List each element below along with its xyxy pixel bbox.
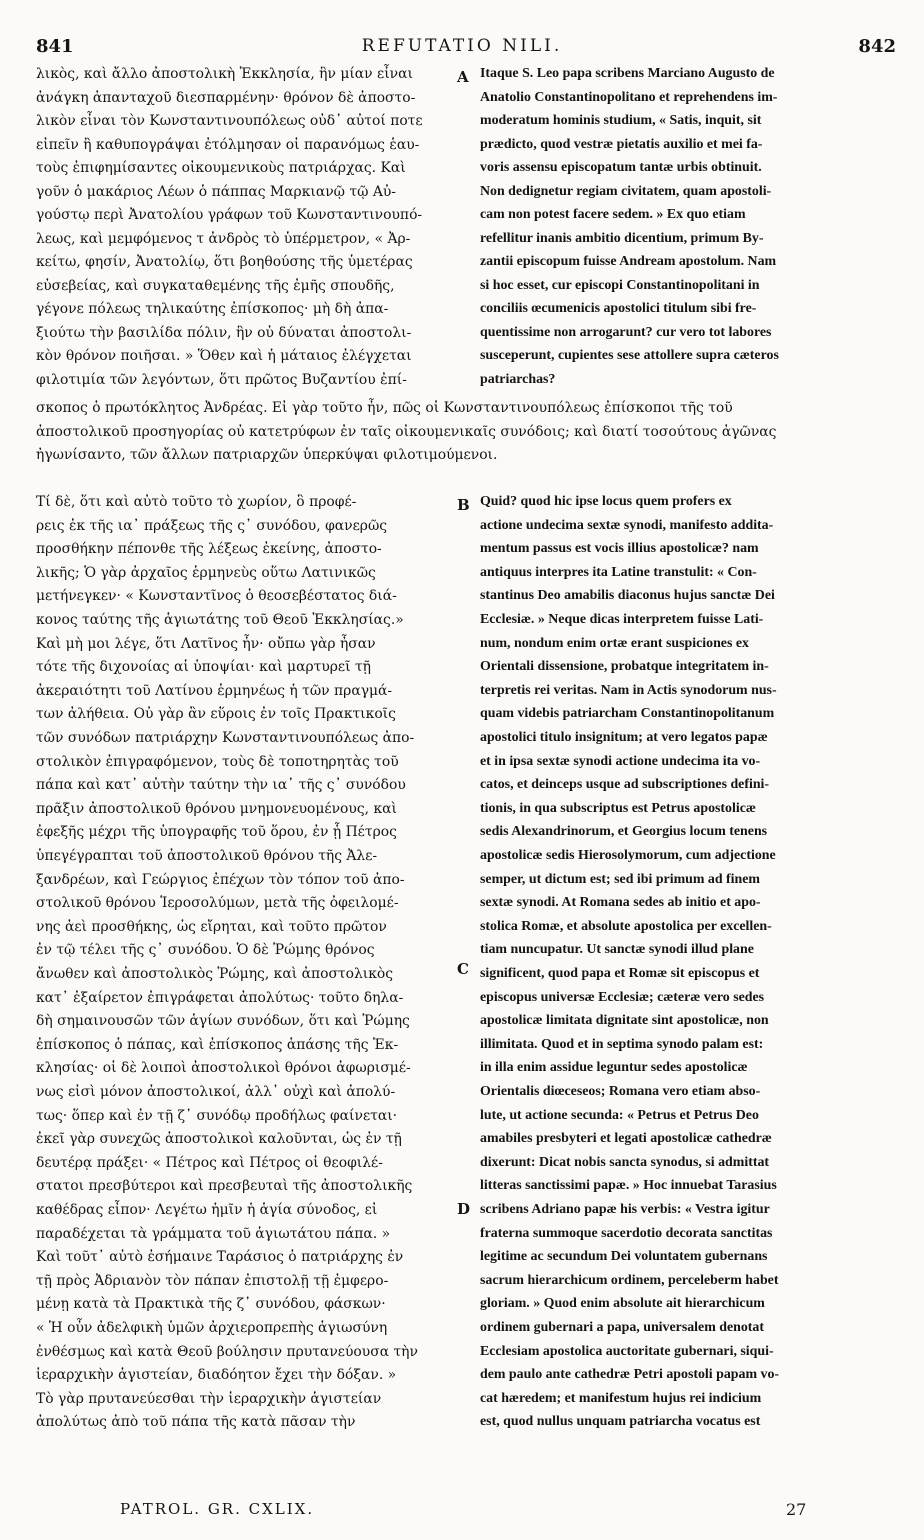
text-line: susceperunt, cupientes sese attollere supra cæteros [480,348,779,363]
text-line: zantii episcopum fuisse Andream apostolum. Nam [480,254,777,269]
text-line: των ἀλήθεια. Οὐ γὰρ ἂν εὕροις ἐν τοῖς Πρακτικοῖς [36,706,396,723]
text-line: catos, et deinceps usque ad subscriptiones defini- [480,777,770,793]
text-line: νης ἀεὶ προσθήκης, ὡς εἴρηται, καὶ τοῦτο πρῶτον [36,918,387,935]
text-line: mentum passus est vocis illius apostolicæ? nam [480,541,759,557]
text-line: Orientalis diœceseos; Romana vero etiam abso- [480,1084,761,1099]
text-line: κὸν θρόνον ποιῆσαι. » Ὅθεν καὶ ἡ μάταιος ἐλέγχεται [36,348,412,364]
text-line: Anatolio Constantinopolitano et reprehendens im- [480,89,778,105]
text-line: φιλοτιμία τῶν λεγόντων, ὅτι πρῶτος Βυζαντίου ἐπί- [36,371,407,388]
text-line: λικὸν εἶναι τὸν Κωνσταντινουπόλεως οὐδ᾽ αὐτοί ποτε [36,113,423,129]
text-line: ξανδρέων, καὶ Γεώργιος ἐπέχων τὸν τόπον τοῦ ἀπο- [36,871,405,888]
text-line: Quid? quod hic ipse locus quem profers ex [480,494,732,509]
text-line: σκοπος ὁ πρωτόκλητος Ἀνδρέας. Εἰ γὰρ τοῦτο ἦν, πῶς οἱ Κωνσταντινουπόλεως ἐπίσκοποι τῆς τοῦ [36,400,733,416]
text-line: Τί δὲ, ὅτι καὶ αὐτὸ τοῦτο τὸ χωρίον, ὃ προφέ- [36,494,357,510]
text-line: τῶν συνόδων πατριάρχην Κωνσταντινουπόλεως ἀπο- [36,730,415,746]
text-line: apostolicæ sedis Hierosolymorum, cum adjectione [480,848,776,863]
text-line: λικῆς; Ὁ γὰρ ἀρχαῖος ἑρμηνεὺς οὕτω Λατινικῶς [36,564,376,581]
text-line: num, nondum enim ortæ erant suspiciones ex [480,635,749,651]
text-line: conciliis œcumenicis apostolici titulum sibi fre- [480,301,757,316]
text-line: si hoc esset, cur episcopi Constantinopolitani in [480,277,760,293]
text-line: ἐν τῷ τέλει τῆς ς᾽ συνόδου. Ὁ δὲ Ῥώμης θρόνος [36,942,375,959]
text-line: ἀκεραιότητι τοῦ Λατίνου ἑρμηνέως ἡ τῶν πραγμά- [36,682,393,699]
text-line: ἀνάγκη ἁπανταχοῦ διεσπαρμένην· θρόνον δὲ ἀποστο- [36,89,416,106]
text-line: Τὸ γὰρ πρυτανεύεσθαι τὴν ἱεραρχικὴν ἁγιστείαν [36,1390,382,1407]
section-mark-d: D [457,1200,471,1218]
text-line: cam non potest facere sedem. » Ex quo etiam [480,207,746,222]
text-line: στολικὸν ἐπιγραφόμενον, τοὺς δὲ τοποτηρητὰς τοῦ [36,753,399,770]
text-line: lute, ut actione secunda: « Petrus et Petrus Deo [480,1107,759,1123]
text-line: κατ᾽ ἐξαίρετον ἐπιγράφεται ἀπολύτως· τοῦτο δηλα- [36,989,404,1006]
text-line: ἀποστολικοῦ προσηγορίας οὐ κατετρύφων ἐν ταῖς οἰκουμενικαῖς συνόδοις; καὶ διατί τοσούτους ἀγῶνας [36,423,777,440]
text-line: actione undecima sextæ synodi, manifesto addita- [480,517,774,533]
text-line: λικὸς, καὶ ἄλλο ἀποστολικὴ Ἐκκλησία, ἣν μίαν εἶναι [36,66,413,82]
text-line: sextæ synodi. At Romana sedes ab initio et apo- [480,895,761,911]
text-line: est, quod nullus unquam patriarcha vocatus est [480,1414,761,1430]
text-line: apostolici titulo insignitum; at vero legatos papæ [480,730,768,745]
text-line: εὐσεβείας, καὶ συγκαταθεμένης τῆς ἐμῆς σπουδῆς, [36,277,395,294]
text-line: ρεις ἐκ τῆς ια᾽ πράξεως τῆς ς᾽ συνόδου, φανερῶς [36,517,388,534]
text-line: γούστῳ περὶ Ἀνατολίου γράφων τοῦ Κωνσταντινουπό- [36,207,423,223]
right-page-number: 842 [858,36,896,57]
text-line: προσθήκην πέπονθε τῆς λέξεως ἐκείνης, ἀποστο- [36,541,382,558]
text-line: ἐπίσκοπος ὁ πάπας, καὶ ἐπίσκοπος ἁπάσης τῆς Ἐκ- [36,1036,399,1053]
text-line: ἄνωθεν καὶ ἀποστολικὸς Ῥώμης, καὶ ἀποστολικὸς [36,966,394,982]
footer-series: PATROL. GR. CXLIX. [120,1500,315,1518]
text-line: καθέδρας εἶπον· Λεγέτω ἡμῖν ἡ ἁγία σύνοδος, εἰ [36,1202,378,1218]
text-line: ξιούτω τὴν βασιλίδα πόλιν, ἣν οὐ δύναται ἀποστολι- [36,324,412,341]
text-line: ordinem gubernari a papa, universalem denotat [480,1320,764,1335]
text-line: γέγονε πόλεως τηλικαύτης ἐπίσκοπος· μὴ δὴ ἀπα- [36,301,389,317]
text-line: litteras sanctissimi papæ. » Hoc innuebat Tarasius [480,1178,777,1194]
text-line: apostolicæ limitata dignitate sint apostolicæ, non [480,1013,769,1029]
section-mark-a: A [457,68,469,86]
text-line: ἱεραρχικὴν ἁγιστείαν, διαδόητον ἔχει τὴν δόξαν. » [36,1367,397,1384]
text-line: ἐκεῖ γὰρ συνεχῶς ἀποστολικοὶ καλοῦνται, ὡς ἐν τῇ [36,1131,402,1148]
text-line: tionis, in qua subscriptus est Petrus apostolicæ [480,800,756,816]
text-line: δὴ σημαινουσῶν τῶν ἁγίων συνόδων, ὅτι καὶ Ῥώμης [36,1013,410,1030]
text-line: Ecclesiæ. » Neque dicas interpretem fuisse Lati- [480,612,764,627]
text-line: τοὺς ἐπιφημίσαντες οἰκουμενικοὺς πατριάρχας. Καὶ [36,160,406,176]
text-line: et in ipsa sextæ synodi actione undecima ita vo- [480,753,761,769]
text-line: Non dedignetur regiam civitatem, quam apostoli- [480,183,772,199]
running-title: REFUTATIO NILI. [361,36,563,56]
text-line: in illa enim assidue leguntur sedes apostolicæ [480,1060,748,1076]
text-line: νως εἰσὶ μόνον ἀποστολικοί, ἀλλ᾽ οὐχὶ καὶ ἀπολύ- [36,1084,396,1100]
text-line: cat hæredem; et manifestum hujus rei indicium [480,1390,762,1406]
text-line: gloriam. » Quod enim absolute ait hierarchicum [480,1296,765,1312]
text-line: quam videbis patriarcham Constantinopolitanum [480,706,775,722]
text-line: Itaque S. Leo papa scribens Marciano Augusto de [480,66,775,81]
text-line: tiam nuncupatur. Ut sanctæ synodi illud plane [480,942,754,958]
text-line: stantinus Deo amabilis diaconus hujus sanctæ Dei [480,588,775,604]
text-line: μένῃ κατὰ τὰ Πρακτικὰ τῆς ζ᾽ συνόδου, φάσκων· [36,1296,386,1313]
text-line: στατοι πρεσβύτεροι καὶ πρεσβευταὶ τῆς ἀποστολικῆς [36,1178,413,1195]
text-line: ἐνθέσμως καὶ κατὰ Θεοῦ βούλησιν πρυτανεύουσα τὴν [36,1343,418,1360]
text-line: episcopus universæ Ecclesiæ; cæteræ vero sedes [480,989,765,1005]
left-page-number: 841 [36,36,74,57]
text-line: terpretis rei veritas. Nam in Actis synodorum nus- [480,682,777,698]
text-line: γοῦν ὁ μακάριος Λέων ὁ πάππας Μαρκιανῷ τῷ Αὐ- [36,183,396,200]
text-line: ἀπολύτως ἀπὸ τοῦ πάπα τῆς κατὰ πᾶσαν τὴν [36,1414,356,1431]
text-line: κλησίας· οἱ δὲ λοιποὶ ἀποστολικοὶ θρόνοι ἀφωρισμέ- [36,1060,411,1077]
section-mark-b: B [457,496,470,514]
text-line: amabiles presbyteri et legati apostolicæ cathedræ [480,1131,772,1147]
text-line: τως· ὅπερ καὶ ἐν τῇ ζ᾽ συνόδῳ προδήλως φαίνεται· [36,1107,398,1124]
footer-signature: 27 [786,1500,807,1519]
text-line: significent, quod papa et Romæ sit episcopus et [480,966,760,981]
text-line: « Ἡ οὖν ἀδελφικὴ ὑμῶν ἀρχιεροπρεπὴς ἁγιωσύνη [36,1320,388,1336]
text-line: παραδέχεται τὰ γράμματα τοῦ ἁγιωτάτου πάπα. » [36,1225,391,1242]
text-line: Orientali dissensione, probatque integritatem in- [480,659,769,675]
text-line: stolica Romæ, et absolute apostolica per excellen- [480,918,772,934]
text-line: sedis Alexandrinorum, et Georgius locum tenens [480,824,768,840]
text-line: κείτω, φησίν, Ἀνατολίῳ, ὅτι βοηθούσης τῆς ὑμετέρας [36,254,413,270]
text-line: dem paulo ante cathedræ Petri apostoli papam vo- [480,1367,780,1383]
text-line: antiquus interpres ita Latine transtulit: « Con- [480,564,757,580]
text-line: ἠγωνίσαντο, τῶν ἄλλων πατριαρχῶν ὑπερκύψαι φιλοτιμούμενοι. [36,447,498,463]
text-line: πάπα καὶ κατ᾽ αὐτὴν ταύτην τὴν ια᾽ τῆς ς᾽ συνόδου [36,777,406,794]
text-line: refellitur inanis ambitio dicentium, primum By- [480,230,764,246]
text-line: ὑπεγέγραπται τοῦ ἀποστολικοῦ θρόνου τῆς Ἀλε- [36,848,378,864]
text-line: στολικοῦ θρόνου Ἱεροσολύμων, μετὰ τῆς ὀφειλομέ- [36,895,399,912]
text-line: illimitata. Quod et in septima synodo palam est: [480,1036,764,1052]
text-line: μετήνεγκεν· « Κωνσταντῖνος ὁ θεοσεβέστατος διά- [36,588,397,605]
text-line: λεως, καὶ μεμφόμενος τ ἀνδρὸς τὸ ὑπέρμετρον, « Ἀρ- [36,230,411,247]
text-line: τότε τῆς διχονοίας αἱ ὑποψίαι· καὶ μαρτυρεῖ τῇ [36,659,371,676]
text-line: prædicto, quod vestræ pietatis auxilio et mei fa- [480,136,763,152]
text-line: semper, ut dictum est; sed ibi primum ad finem [480,871,760,887]
text-line: δευτέρᾳ πράξει· « Πέτρος καὶ Πέτρος οἱ θεοφιλέ- [36,1154,383,1171]
text-line: sacrum hierarchicum ordinem, perceleberm habet [480,1272,779,1288]
text-line: scribens Adriano papæ his verbis: « Vestra igitur [480,1202,770,1217]
text-line: fraterna summoque sacerdotio decorata sanctitas [480,1225,773,1241]
text-line: Καὶ μὴ μοι λέγε, ὅτι Λατῖνος ἦν· οὔπω γὰρ ἦσαν [36,635,376,652]
text-line: ἐφεξῆς μέχρι τῆς ὑπογραφῆς τοῦ ὅρου, ἐν ᾗ Πέτρος [36,824,397,841]
text-line: patriarchas? [480,371,556,387]
text-line: κονος ταύτης τῆς ἁγιωτάτης τοῦ Θεοῦ Ἐκκλησίας.» [36,612,404,628]
text-line: voris assensu episcopatum tantæ urbis obtinuit. [480,160,762,175]
text-line: Ecclesiam apostolica auctoritate gubernari, siqui- [480,1343,774,1359]
text-line: πρᾶξιν ἀποστολικοῦ θρόνου μνημονευομένους, καὶ [36,800,397,817]
text-line: Καὶ τοῦτ᾽ αὐτὸ ἐσήμαινε Ταράσιος ὁ πατριάρχης ἐν [36,1249,404,1266]
text-line: τῇ πρὸς Ἀδριανὸν τὸν πάπαν ἐπιστολῇ τῇ ἐμφερο- [36,1272,389,1289]
text-line: quentissime non arrogarunt? cur vero tot labores [480,324,772,340]
text-line: εἰπεῖν ἢ καθυπογράψαι ἐτόλμησαν οἱ παρανόμως ἑαυ- [36,136,420,153]
text-line: moderatum hominis studium, « Satis, inquit, sit [480,113,762,128]
section-mark-c: C [457,960,469,978]
text-line: dixerunt: Dicat nobis sancta synodus, si admittat [480,1154,770,1170]
text-line: legitime ac secundum Dei voluntatem gubernans [480,1249,768,1265]
